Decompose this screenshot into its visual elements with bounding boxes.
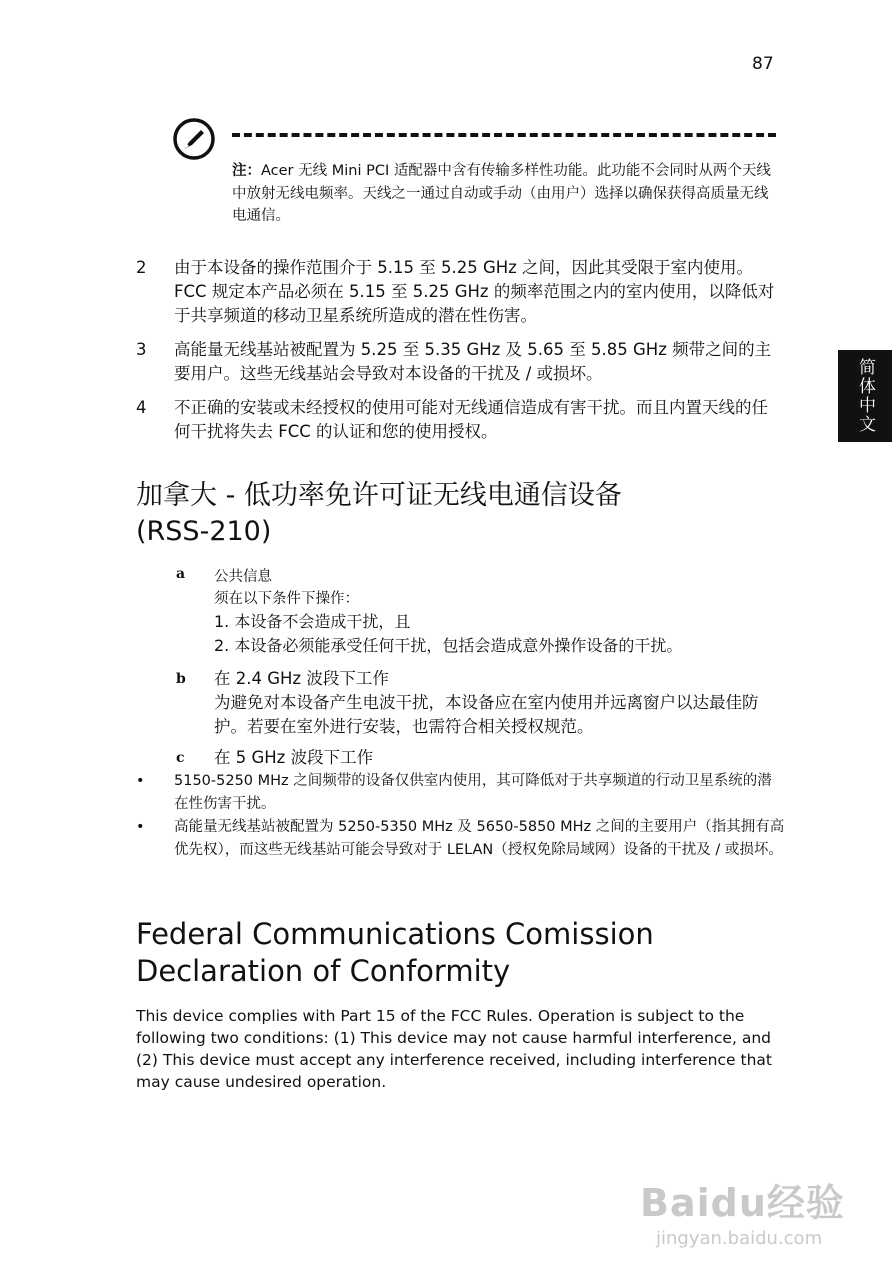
canada-heading-line2: (RSS-210) [136,516,272,547]
watermark-url: jingyan.baidu.com [656,1228,823,1249]
bullet-item [136,770,786,816]
baidu-watermark [640,1172,850,1262]
item-number: 2 [136,258,147,277]
fcc-heading-line1: Federal Communications Comission [136,917,654,951]
numbered-item [136,338,780,386]
item-text: 不正确的安装或未经授权的使用可能对无线通信造成有害干扰。而且内置天线的任何干扰将失去 FCC 的认证和您的使用授权。 [174,398,768,441]
watermark-logo: Baidu经验 [640,1181,845,1225]
note-label: 注： [232,163,261,179]
page-number: 87 [752,54,774,74]
item-number: 4 [136,398,147,417]
fcc-heading [136,916,836,990]
sub-item-a [176,566,786,658]
sub-item-letter: a [176,566,186,582]
item-number: 3 [136,340,147,359]
note-text: Acer 无线 Mini PCI 适配器中含有传输多样性功能。此功能不会同时从两个天线中放射无线电频率。天线之一通过自动或手动（由用户）选择以确保获得高质量无线电通信。 [232,163,771,224]
bullet-text: 5150-5250 MHz 之间频带的设备仅供室内使用，其可降低对于共享频道的行动卫星系统的潜在性伤害干扰。 [174,773,772,812]
bullet-text: 高能量无线基站被配置为 5250-5350 MHz 及 5650-5850 MHz 之间的主要用户（指其拥有高优先权），而这些无线基站可能会导致对于 LELAN（授权免除局域网）设备的干扰及 / 或损坏。 [174,819,785,858]
sub-item-letter: c [176,750,185,766]
item-text: 高能量无线基站被配置为 5.25 至 5.35 GHz 及 5.65 至 5.85 GHz 频带之间的主要用户。这些无线基站会导致对本设备的干扰及 / 或损坏。 [174,340,772,383]
canada-heading [136,478,816,550]
numbered-item [136,396,780,444]
sub-item-title: 在 5 GHz 波段下工作 [214,748,374,767]
fcc-paragraph: This device complies with Part 15 of the FCC Rules. Operation is subject to the following two conditions: (1) This device may not cause harmful interference, and (2) This device must accept any interference received, including interference that may cause undesired operation. [136,1007,772,1091]
sub-item-intro: 须在以下条件下操作： [214,591,359,607]
language-tab-label: 简体中文 [855,358,875,434]
note-pen-icon [172,117,216,161]
bullet-dot: • [136,819,145,835]
numbered-item [136,256,780,328]
item-text: 由于本设备的操作范围介于 5.15 至 5.25 GHz 之间，因此其受限于室内使用。 FCC 规定本产品必须在 5.15 至 5.25 GHz 的频率范围之内的室内使用，以降低对于共享频道的移动卫星系统所造成的潜在性伤害。 [174,258,775,325]
sub-item-c [176,746,786,770]
bullet-item [136,816,786,862]
sub-item-title: 在 2.4 GHz 波段下工作 [214,669,389,688]
sub-item-b [176,667,786,739]
note-block [232,160,780,228]
sub-item-title: 公共信息 [214,569,272,585]
sub-item-letter: b [176,671,186,687]
note-divider [232,133,776,137]
bullet-dot: • [136,773,145,789]
fcc-heading-line2: Declaration of Conformity [136,954,511,988]
language-tab [838,350,892,442]
condition-line: 2. 本设备必须能承受任何干扰，包括会造成意外操作设备的干扰。 [214,636,683,655]
canada-heading-line1: 加拿大 - 低功率免许可证无线电通信设备 [136,480,622,511]
condition-line: 1. 本设备不会造成干扰，且 [214,612,411,631]
sub-item-text: 为避免对本设备产生电波干扰，本设备应在室内使用并远离窗户以达最佳防护。若要在室外进行安装，也需符合相关授权规范。 [214,693,759,736]
